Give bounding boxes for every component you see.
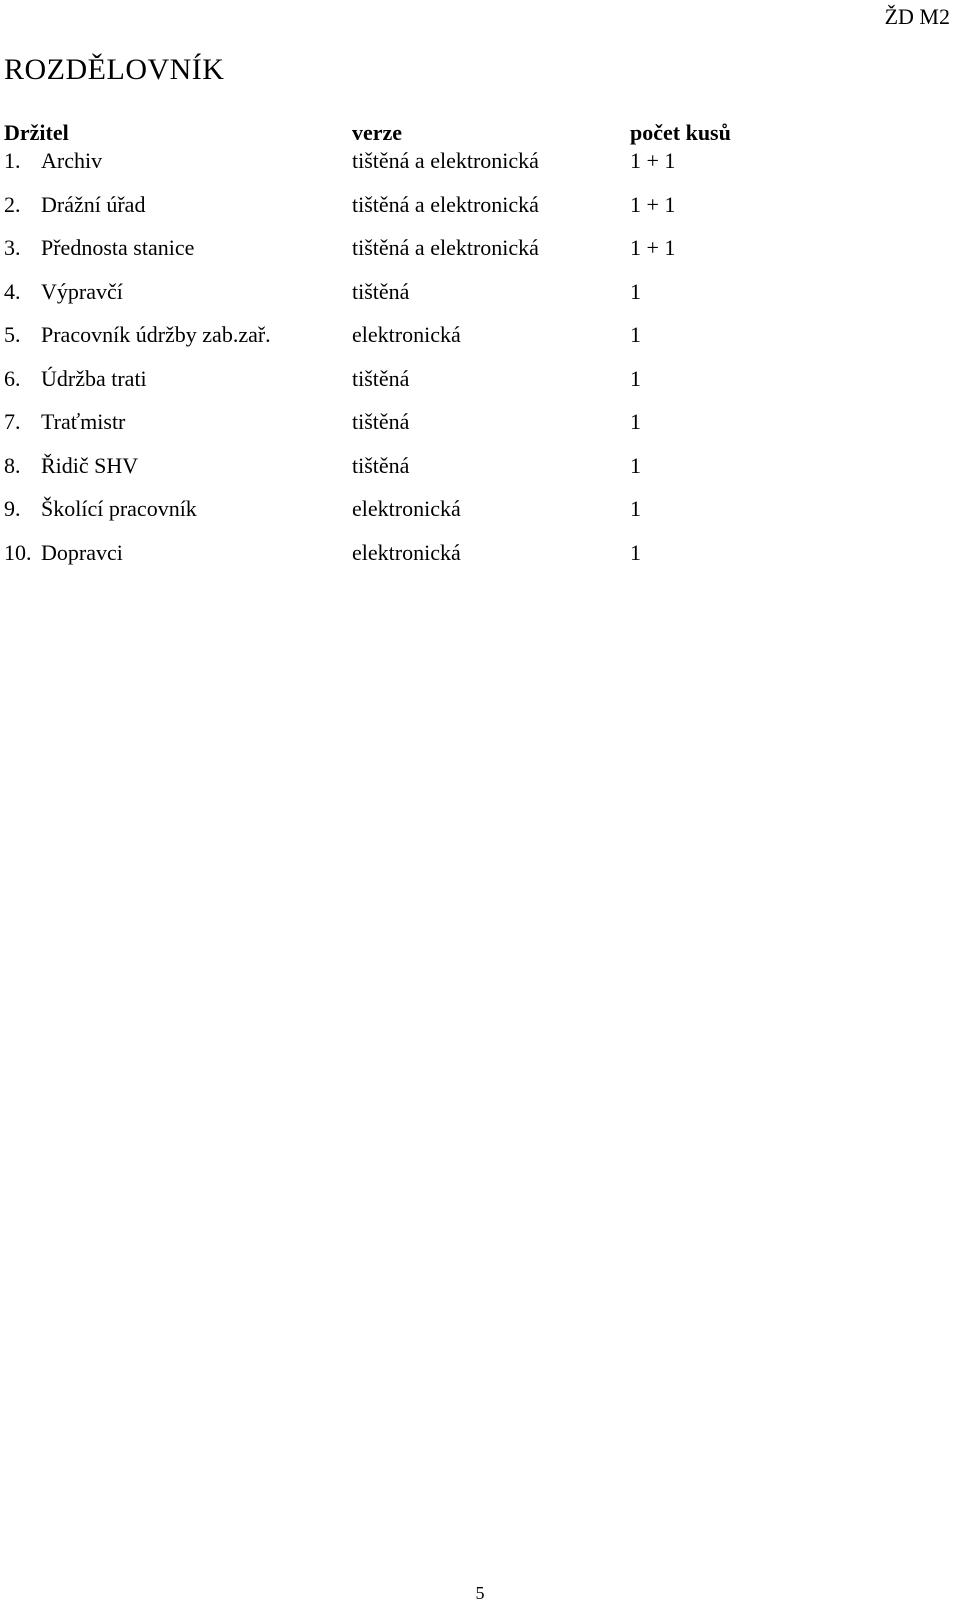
row-version: tištěná <box>352 365 410 391</box>
row-holder: Přednosta stanice <box>41 235 195 260</box>
table-row <box>4 496 784 540</box>
row-count: 1 + 1 <box>630 235 676 260</box>
table-row <box>4 192 784 236</box>
row-number: 9. <box>4 496 21 521</box>
table-row <box>4 148 784 192</box>
row-count: 1 <box>630 496 641 521</box>
row-holder: Pracovník údržby zab.zař. <box>41 322 271 347</box>
row-holder: Školící pracovník <box>41 496 197 521</box>
distribution-table <box>4 120 784 583</box>
row-count: 1 + 1 <box>630 148 676 173</box>
row-version: tištěná <box>352 452 410 478</box>
row-holder: Traťmistr <box>41 409 126 434</box>
table-row <box>4 235 784 279</box>
row-count: 1 <box>630 365 641 391</box>
table-row <box>4 540 784 584</box>
header-holder: Držitel <box>4 120 69 145</box>
row-count: 1 <box>630 322 641 347</box>
document-code: ŽD M2 <box>884 4 950 29</box>
page-title: ROZDĚLOVNÍK <box>4 53 225 86</box>
row-holder: Archiv <box>41 148 103 173</box>
table-row <box>4 279 784 323</box>
row-version: tištěná <box>352 409 410 434</box>
table-row <box>4 453 784 497</box>
header-count: počet kusů <box>630 120 731 145</box>
row-count: 1 <box>630 409 641 434</box>
row-count: 1 <box>630 452 641 478</box>
row-number: 2. <box>4 191 21 217</box>
row-version: tištěná a elektronická <box>352 191 539 217</box>
row-version: tištěná <box>352 278 410 304</box>
row-count: 1 <box>630 278 641 304</box>
row-number: 1. <box>4 148 21 173</box>
row-holder: Drážní úřad <box>41 191 146 217</box>
table-header-row <box>4 120 784 148</box>
header-version: verze <box>352 120 403 145</box>
page-number: 5 <box>475 1583 485 1603</box>
table-body <box>4 148 784 583</box>
row-number: 4. <box>4 278 21 304</box>
table-row <box>4 366 784 410</box>
row-version: tištěná a elektronická <box>352 148 539 173</box>
row-holder: Výpravčí <box>41 278 123 304</box>
row-count: 1 <box>630 539 641 565</box>
row-count: 1 + 1 <box>630 191 676 217</box>
row-version: tištěná a elektronická <box>352 235 539 260</box>
table-row <box>4 322 784 366</box>
table-row <box>4 409 784 453</box>
row-number: 8. <box>4 452 21 478</box>
row-number: 6. <box>4 365 21 391</box>
row-version: elektronická <box>352 496 461 521</box>
row-number: 10. <box>4 539 32 565</box>
row-version: elektronická <box>352 539 461 565</box>
row-number: 5. <box>4 322 21 347</box>
row-holder: Dopravci <box>41 539 123 565</box>
row-number: 3. <box>4 235 21 260</box>
row-number: 7. <box>4 409 21 434</box>
row-holder: Údržba trati <box>41 365 147 391</box>
row-version: elektronická <box>352 322 461 347</box>
row-holder: Řidič SHV <box>41 452 139 478</box>
